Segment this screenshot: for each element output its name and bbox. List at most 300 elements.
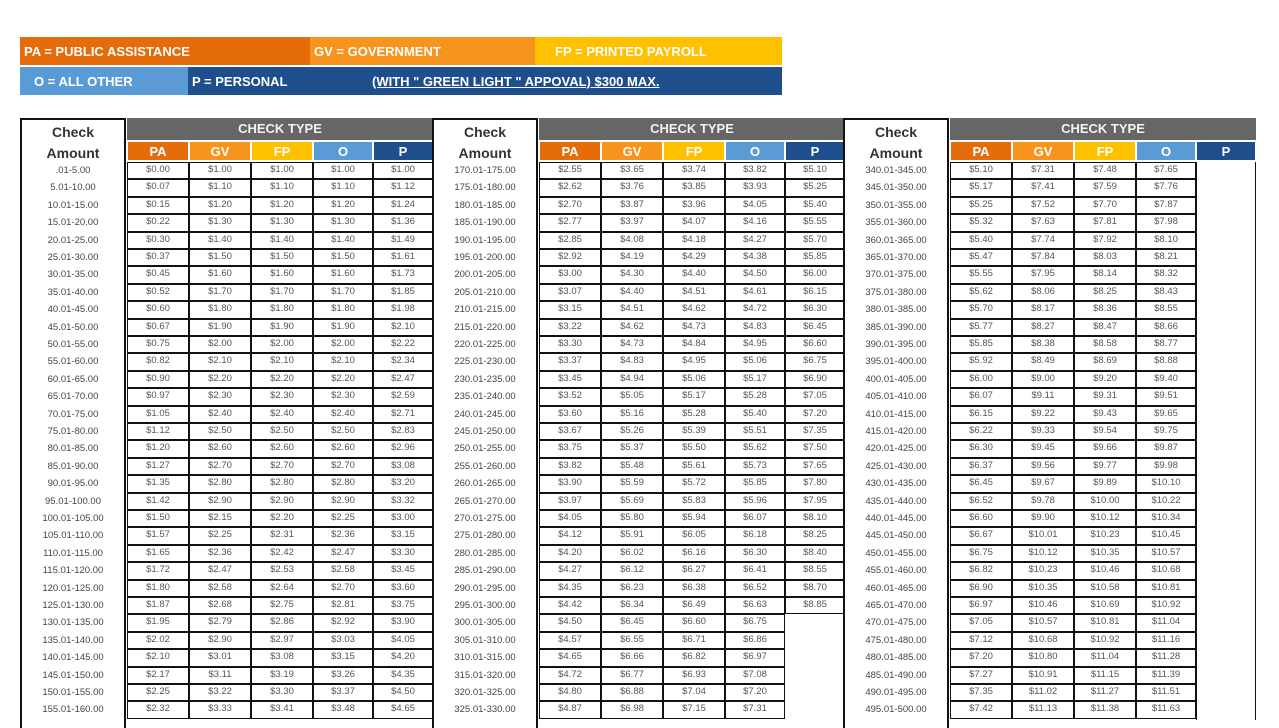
column-header-gv: GV — [1012, 141, 1074, 161]
check-amount-range: 215.01-220.00 — [454, 321, 516, 333]
fee-cell-pa: $6.30 — [950, 440, 1012, 457]
fee-cell-pa: $7.20 — [950, 649, 1012, 666]
fee-cell-o: $9.40 — [1136, 371, 1196, 388]
fee-cell-fp: $2.20 — [251, 371, 313, 388]
table-block — [843, 118, 1258, 720]
fee-cell-fp: $1.90 — [251, 319, 313, 336]
fee-cell-p: $2.83 — [373, 423, 433, 440]
fee-cell-o: $10.22 — [1136, 493, 1196, 510]
fee-cell-fp: $10.23 — [1074, 527, 1136, 544]
fee-cell-pa: $4.80 — [539, 684, 601, 701]
fee-cell-o: $10.57 — [1136, 545, 1196, 562]
fee-cell-pa: $5.17 — [950, 179, 1012, 196]
fee-cell-pa: $6.07 — [950, 388, 1012, 405]
check-amount-header-amount: Amount — [46, 145, 100, 161]
fee-cell-o: $10.45 — [1136, 527, 1196, 544]
fee-cell-p: $1.12 — [373, 179, 433, 196]
fee-cell-fp: $6.71 — [663, 632, 725, 649]
fee-cell-p: $4.65 — [373, 701, 433, 718]
check-amount-range: 430.01-435.00 — [865, 478, 927, 490]
fee-cell-fp: $2.70 — [251, 458, 313, 475]
fee-cell-o: $11.51 — [1136, 684, 1196, 701]
check-amount-range: 410.01-415.00 — [865, 408, 927, 420]
fee-cell-o: $7.98 — [1136, 214, 1196, 231]
fee-cell-p: $1.85 — [373, 284, 433, 301]
fee-cell-gv: $2.80 — [189, 475, 251, 492]
fee-cell-gv: $5.05 — [601, 388, 663, 405]
check-amount-range: 10.01-15.00 — [47, 199, 99, 211]
fee-cell-pa: $6.90 — [950, 580, 1012, 597]
fee-cell-p: $1.73 — [373, 266, 433, 283]
fee-cell-gv: $3.87 — [601, 197, 663, 214]
fee-cell-gv: $4.62 — [601, 319, 663, 336]
check-amount-range: 485.01-490.00 — [865, 669, 927, 681]
fee-cell-pa: $5.25 — [950, 197, 1012, 214]
fee-cell-pa: $2.17 — [127, 667, 189, 684]
fee-cell-p: $4.35 — [373, 667, 433, 684]
check-amount-range: 310.01-315.00 — [454, 652, 516, 664]
fee-cell-gv: $6.12 — [601, 562, 663, 579]
fee-cell-fp: $8.58 — [1074, 336, 1136, 353]
fee-cell-pa: $4.72 — [539, 667, 601, 684]
fee-cell-fp: $5.28 — [663, 406, 725, 423]
fee-cell-pa: $7.05 — [950, 614, 1012, 631]
fee-cell-gv: $1.20 — [189, 197, 251, 214]
check-amount-range: 275.01-280.00 — [454, 530, 516, 542]
check-amount-range: 25.01-30.00 — [47, 252, 99, 263]
check-amount-range: 380.01-385.00 — [865, 304, 927, 316]
fee-cell-fp: $9.89 — [1074, 475, 1136, 492]
check-amount-range: 315.01-320.00 — [454, 669, 516, 681]
fee-cell-o: $8.66 — [1136, 319, 1196, 336]
fee-cell-fp: $11.27 — [1074, 684, 1136, 701]
fee-cell-o: $5.51 — [725, 423, 785, 440]
p-column-empty — [785, 614, 845, 718]
fee-cell-pa: $3.52 — [539, 388, 601, 405]
check-amount-range: 255.01-260.00 — [454, 460, 516, 472]
fee-cell-o: $5.40 — [725, 406, 785, 423]
fee-cell-fp: $2.42 — [251, 545, 313, 562]
fee-cell-p: $3.45 — [373, 562, 433, 579]
fee-cell-pa: $1.57 — [127, 527, 189, 544]
fee-cell-fp: $9.77 — [1074, 458, 1136, 475]
check-amount-range: 50.01-55.00 — [47, 339, 99, 350]
fee-cell-pa: $7.27 — [950, 667, 1012, 684]
fee-cell-pa: $0.15 — [127, 197, 189, 214]
check-amount-range: 250.01-255.00 — [454, 443, 516, 455]
fee-cell-p: $4.05 — [373, 632, 433, 649]
p-column-empty — [1196, 162, 1256, 720]
fee-cell-fp: $6.38 — [663, 580, 725, 597]
check-amount-range: 435.01-440.00 — [865, 495, 927, 507]
fee-cell-fp: $7.48 — [1074, 162, 1136, 179]
legend-note: (WITH " GREEN LIGHT " APPOVAL) $300 MAX. — [368, 67, 782, 95]
fee-cell-gv: $11.13 — [1012, 701, 1074, 718]
fee-cell-gv: $9.45 — [1012, 440, 1074, 457]
fee-cell-o: $10.68 — [1136, 562, 1196, 579]
check-amount-header-check: Check — [463, 124, 507, 140]
fee-cell-gv: $6.66 — [601, 649, 663, 666]
fee-cell-gv: $4.51 — [601, 301, 663, 318]
check-amount-range: 400.01-405.00 — [865, 373, 927, 385]
check-amount-range: 205.01-210.00 — [454, 286, 516, 298]
fee-cell-o: $1.00 — [313, 162, 373, 179]
fee-cell-fp: $4.95 — [663, 353, 725, 370]
check-amount-range: 415.01-420.00 — [865, 426, 927, 437]
fee-cell-fp: $2.00 — [251, 336, 313, 353]
fee-cell-p: $6.45 — [785, 319, 845, 336]
check-amount-range: 300.01-305.00 — [454, 617, 516, 629]
fee-cell-o: $10.92 — [1136, 597, 1196, 614]
check-amount-range: 325.01-330.00 — [454, 704, 516, 716]
check-amount-range: 40.01-45.00 — [47, 304, 99, 316]
fee-cell-gv: $2.70 — [189, 458, 251, 475]
fee-cell-pa: $6.82 — [950, 562, 1012, 579]
fee-cell-o: $8.55 — [1136, 301, 1196, 318]
fee-cell-o: $2.00 — [313, 336, 373, 353]
fee-cell-p: $8.70 — [785, 580, 845, 597]
fee-cell-o: $11.63 — [1136, 701, 1196, 718]
check-amount-range: 495.01-500.00 — [865, 704, 927, 716]
fee-cell-fp: $1.30 — [251, 214, 313, 231]
fee-cell-p: $3.60 — [373, 580, 433, 597]
fee-cell-pa: $6.97 — [950, 597, 1012, 614]
fee-cell-gv: $2.50 — [189, 423, 251, 440]
fee-cell-p: $1.36 — [373, 214, 433, 231]
fee-cell-gv: $8.27 — [1012, 319, 1074, 336]
fee-cell-p: $5.10 — [785, 162, 845, 179]
fee-cell-p: $1.98 — [373, 301, 433, 318]
check-amount-range: 470.01-475.00 — [865, 617, 927, 629]
fee-cell-fp: $1.40 — [251, 232, 313, 249]
fee-cell-o: $2.80 — [313, 475, 373, 492]
fee-cell-fp: $4.40 — [663, 266, 725, 283]
fee-cell-gv: $9.33 — [1012, 423, 1074, 440]
check-amount-range: 280.01-285.00 — [454, 547, 516, 559]
fee-cell-pa: $6.67 — [950, 527, 1012, 544]
check-amount-range: 445.01-450.00 — [865, 530, 927, 542]
fee-cell-p: $1.61 — [373, 249, 433, 266]
check-amount-range: 220.01-225.00 — [454, 339, 516, 350]
check-amount-range: 340.01-345.00 — [865, 165, 927, 176]
fee-cell-o: $8.43 — [1136, 284, 1196, 301]
fee-cell-pa: $7.42 — [950, 701, 1012, 718]
fee-cell-pa: $3.45 — [539, 371, 601, 388]
fee-cell-pa: $3.00 — [539, 266, 601, 283]
fee-cell-pa: $2.25 — [127, 684, 189, 701]
check-amount-header-check: Check — [874, 124, 918, 140]
fee-cell-gv: $5.91 — [601, 527, 663, 544]
column-header-pa: PA — [127, 141, 189, 161]
fee-cell-fp: $5.94 — [663, 510, 725, 527]
fee-cell-pa: $3.30 — [539, 336, 601, 353]
fee-cell-p: $2.22 — [373, 336, 433, 353]
fee-cell-o: $5.06 — [725, 353, 785, 370]
fee-cell-gv: $5.37 — [601, 440, 663, 457]
fee-cell-o: $5.28 — [725, 388, 785, 405]
check-amount-range: 260.01-265.00 — [454, 478, 516, 490]
fee-cell-fp: $2.30 — [251, 388, 313, 405]
fee-cell-gv: $5.59 — [601, 475, 663, 492]
fee-cell-pa: $1.72 — [127, 562, 189, 579]
fee-cell-gv: $3.65 — [601, 162, 663, 179]
fee-cell-o: $1.90 — [313, 319, 373, 336]
check-amount-range: 290.01-295.00 — [454, 582, 516, 594]
fee-cell-o: $9.75 — [1136, 423, 1196, 440]
fee-cell-gv: $7.41 — [1012, 179, 1074, 196]
fee-cell-fp: $2.97 — [251, 632, 313, 649]
fee-cell-o: $2.20 — [313, 371, 373, 388]
fee-cell-pa: $4.65 — [539, 649, 601, 666]
legend-p: P = PERSONAL — [188, 67, 368, 95]
fee-cell-o: $8.32 — [1136, 266, 1196, 283]
fee-cell-fp: $10.81 — [1074, 614, 1136, 631]
fee-cell-fp: $2.20 — [251, 510, 313, 527]
check-amount-range: 395.01-400.00 — [865, 356, 927, 368]
fee-cell-fp: $4.51 — [663, 284, 725, 301]
fee-cell-gv: $9.22 — [1012, 406, 1074, 423]
fee-cell-p: $3.30 — [373, 545, 433, 562]
fee-cell-gv: $7.74 — [1012, 232, 1074, 249]
fee-cell-pa: $1.05 — [127, 406, 189, 423]
fee-cell-gv: $2.20 — [189, 371, 251, 388]
fee-cell-gv: $1.90 — [189, 319, 251, 336]
fee-cell-gv: $3.01 — [189, 649, 251, 666]
check-amount-range: 5.01-10.00 — [50, 182, 96, 194]
fee-cell-fp: $11.04 — [1074, 649, 1136, 666]
check-type-header: CHECK TYPE — [539, 118, 845, 140]
fee-cell-gv: $2.30 — [189, 388, 251, 405]
fee-cell-pa: $3.15 — [539, 301, 601, 318]
fee-cell-pa: $0.60 — [127, 301, 189, 318]
fee-cell-o: $2.50 — [313, 423, 373, 440]
fee-cell-pa: $1.80 — [127, 580, 189, 597]
fee-cell-pa: $7.12 — [950, 632, 1012, 649]
legend-o: O = ALL OTHER — [20, 67, 188, 95]
fee-cell-pa: $6.00 — [950, 371, 1012, 388]
check-amount-range: 30.01-35.00 — [47, 269, 99, 281]
fee-cell-gv: $10.80 — [1012, 649, 1074, 666]
fee-cell-pa: $6.37 — [950, 458, 1012, 475]
fee-cell-gv: $4.19 — [601, 249, 663, 266]
fee-cell-gv: $8.06 — [1012, 284, 1074, 301]
fee-cell-o: $5.85 — [725, 475, 785, 492]
column-header-pa: PA — [950, 141, 1012, 161]
fee-cell-p: $7.50 — [785, 440, 845, 457]
fee-cell-fp: $1.50 — [251, 249, 313, 266]
check-amount-range: 80.01-85.00 — [47, 443, 99, 455]
fee-cell-o: $2.92 — [313, 614, 373, 631]
fee-cell-o: $2.47 — [313, 545, 373, 562]
check-amount-range: 140.01-145.00 — [42, 652, 104, 664]
fee-cell-gv: $5.80 — [601, 510, 663, 527]
check-amount-range: 390.01-395.00 — [865, 339, 927, 350]
fee-cell-fp: $2.40 — [251, 406, 313, 423]
fee-cell-fp: $6.60 — [663, 614, 725, 631]
check-amount-range: 120.01-125.00 — [42, 582, 104, 594]
column-header-o: O — [313, 141, 373, 161]
check-amount-range: 45.01-50.00 — [47, 321, 99, 333]
fee-cell-gv: $10.46 — [1012, 597, 1074, 614]
fee-cell-o: $4.27 — [725, 232, 785, 249]
fee-cell-gv: $9.90 — [1012, 510, 1074, 527]
fee-cell-gv: $10.01 — [1012, 527, 1074, 544]
fee-cell-gv: $9.56 — [1012, 458, 1074, 475]
fee-cell-p: $3.08 — [373, 458, 433, 475]
check-amount-range: 180.01-185.00 — [454, 199, 516, 211]
fee-cell-pa: $3.22 — [539, 319, 601, 336]
fee-cell-o: $1.30 — [313, 214, 373, 231]
fee-cell-pa: $3.75 — [539, 440, 601, 457]
fee-cell-gv: $1.80 — [189, 301, 251, 318]
check-amount-range: 20.01-25.00 — [47, 234, 99, 246]
fee-cell-o: $2.90 — [313, 493, 373, 510]
check-amount-range: 285.01-290.00 — [454, 565, 516, 577]
fee-cell-gv: $3.97 — [601, 214, 663, 231]
check-amount-header-check: Check — [51, 124, 95, 140]
check-amount-range: 150.01-155.00 — [42, 687, 104, 698]
column-header-gv: GV — [189, 141, 251, 161]
column-header-fp: FP — [1074, 141, 1136, 161]
fee-cell-gv: $2.79 — [189, 614, 251, 631]
fee-cell-pa: $0.97 — [127, 388, 189, 405]
fee-cell-o: $5.73 — [725, 458, 785, 475]
fee-cell-p: $3.00 — [373, 510, 433, 527]
fee-cell-o: $4.95 — [725, 336, 785, 353]
check-amount-range: 420.01-425.00 — [865, 443, 927, 455]
fee-cell-o: $2.58 — [313, 562, 373, 579]
fee-cell-pa: $1.50 — [127, 510, 189, 527]
fee-cell-p: $7.35 — [785, 423, 845, 440]
check-amount-range: 190.01-195.00 — [454, 234, 516, 246]
fee-cell-p: $1.24 — [373, 197, 433, 214]
fee-cell-pa: $5.62 — [950, 284, 1012, 301]
column-header-pa: PA — [539, 141, 601, 161]
fee-cell-gv: $2.68 — [189, 597, 251, 614]
fee-cell-fp: $4.62 — [663, 301, 725, 318]
fee-cell-fp: $5.06 — [663, 371, 725, 388]
fee-cell-pa: $0.00 — [127, 162, 189, 179]
check-amount-range: 460.01-465.00 — [865, 582, 927, 594]
fee-cell-gv: $8.49 — [1012, 353, 1074, 370]
fee-cell-pa: $3.60 — [539, 406, 601, 423]
fee-cell-fp: $5.39 — [663, 423, 725, 440]
check-amount-range: .01-5.00 — [55, 165, 91, 176]
fee-cell-o: $6.97 — [725, 649, 785, 666]
fee-cell-fp: $6.93 — [663, 667, 725, 684]
fee-cell-p: $1.49 — [373, 232, 433, 249]
fee-cell-pa: $2.55 — [539, 162, 601, 179]
column-header-p: P — [1196, 141, 1256, 161]
fee-cell-fp: $3.41 — [251, 701, 313, 718]
fee-cell-pa: $3.07 — [539, 284, 601, 301]
fee-cell-o: $6.75 — [725, 614, 785, 631]
fee-cell-gv: $11.02 — [1012, 684, 1074, 701]
fee-cell-o: $4.83 — [725, 319, 785, 336]
check-amount-range: 65.01-70.00 — [47, 391, 99, 403]
fee-cell-fp: $7.04 — [663, 684, 725, 701]
fee-cell-p: $2.34 — [373, 353, 433, 370]
fee-cell-fp: $11.15 — [1074, 667, 1136, 684]
fee-cell-gv: $1.60 — [189, 266, 251, 283]
fee-cell-gv: $7.31 — [1012, 162, 1074, 179]
fee-cell-fp: $7.15 — [663, 701, 725, 718]
fee-cell-pa: $7.35 — [950, 684, 1012, 701]
fee-cell-o: $4.38 — [725, 249, 785, 266]
check-amount-range: 95.01-100.00 — [45, 495, 101, 507]
fee-cell-o: $1.10 — [313, 179, 373, 196]
check-amount-range: 305.01-310.00 — [454, 634, 516, 646]
fee-cell-o: $2.70 — [313, 458, 373, 475]
check-amount-range: 70.01-75.00 — [47, 408, 99, 420]
fee-cell-o: $1.20 — [313, 197, 373, 214]
check-amount-range: 210.01-215.00 — [454, 304, 516, 316]
check-amount-range: 355.01-360.00 — [865, 217, 927, 229]
fee-cell-o: $3.15 — [313, 649, 373, 666]
fee-cell-p: $2.10 — [373, 319, 433, 336]
fee-cell-o: $9.65 — [1136, 406, 1196, 423]
fee-cell-gv: $8.17 — [1012, 301, 1074, 318]
fee-cell-pa: $0.37 — [127, 249, 189, 266]
fee-cell-gv: $6.45 — [601, 614, 663, 631]
fee-cell-pa: $2.62 — [539, 179, 601, 196]
fee-cell-fp: $10.46 — [1074, 562, 1136, 579]
check-amount-range: 425.01-430.00 — [865, 460, 927, 472]
fee-cell-o: $2.10 — [313, 353, 373, 370]
check-amount-range: 345.01-350.00 — [865, 182, 927, 194]
fee-cell-fp: $3.08 — [251, 649, 313, 666]
check-amount-header-amount: Amount — [458, 145, 512, 161]
fee-cell-p: $7.80 — [785, 475, 845, 492]
fee-cell-gv: $5.16 — [601, 406, 663, 423]
fee-cell-fp: $10.00 — [1074, 493, 1136, 510]
fee-cell-fp: $5.72 — [663, 475, 725, 492]
fee-cell-fp: $11.38 — [1074, 701, 1136, 718]
fee-cell-fp: $4.18 — [663, 232, 725, 249]
fee-cell-fp: $6.49 — [663, 597, 725, 614]
fee-cell-gv: $1.10 — [189, 179, 251, 196]
fee-cell-fp: $4.07 — [663, 214, 725, 231]
fee-cell-gv: $3.76 — [601, 179, 663, 196]
check-amount-range: 145.01-150.00 — [42, 669, 104, 681]
fee-cell-gv: $10.91 — [1012, 667, 1074, 684]
fee-cell-p: $4.20 — [373, 649, 433, 666]
check-amount-range: 450.01-455.00 — [865, 547, 927, 559]
fee-cell-pa: $2.10 — [127, 649, 189, 666]
check-amount-range: 320.01-325.00 — [454, 687, 516, 698]
fee-cell-o: $5.96 — [725, 493, 785, 510]
fee-cell-fp: $10.12 — [1074, 510, 1136, 527]
fee-cell-pa: $6.52 — [950, 493, 1012, 510]
fee-cell-fp: $9.31 — [1074, 388, 1136, 405]
fee-cell-gv: $4.83 — [601, 353, 663, 370]
fee-cell-fp: $10.35 — [1074, 545, 1136, 562]
fee-cell-pa: $5.77 — [950, 319, 1012, 336]
fee-cell-pa: $3.67 — [539, 423, 601, 440]
check-type-header: CHECK TYPE — [127, 118, 433, 140]
fee-cell-gv: $5.48 — [601, 458, 663, 475]
fee-cell-gv: $2.58 — [189, 580, 251, 597]
fee-cell-o: $2.30 — [313, 388, 373, 405]
fee-cell-gv: $4.73 — [601, 336, 663, 353]
fee-cell-p: $8.10 — [785, 510, 845, 527]
fee-cell-pa: $0.30 — [127, 232, 189, 249]
fee-cell-p: $7.20 — [785, 406, 845, 423]
fee-cell-fp: $8.69 — [1074, 353, 1136, 370]
fee-cell-fp: $10.58 — [1074, 580, 1136, 597]
check-amount-header-amount: Amount — [869, 145, 923, 161]
fee-cell-fp: $2.60 — [251, 440, 313, 457]
